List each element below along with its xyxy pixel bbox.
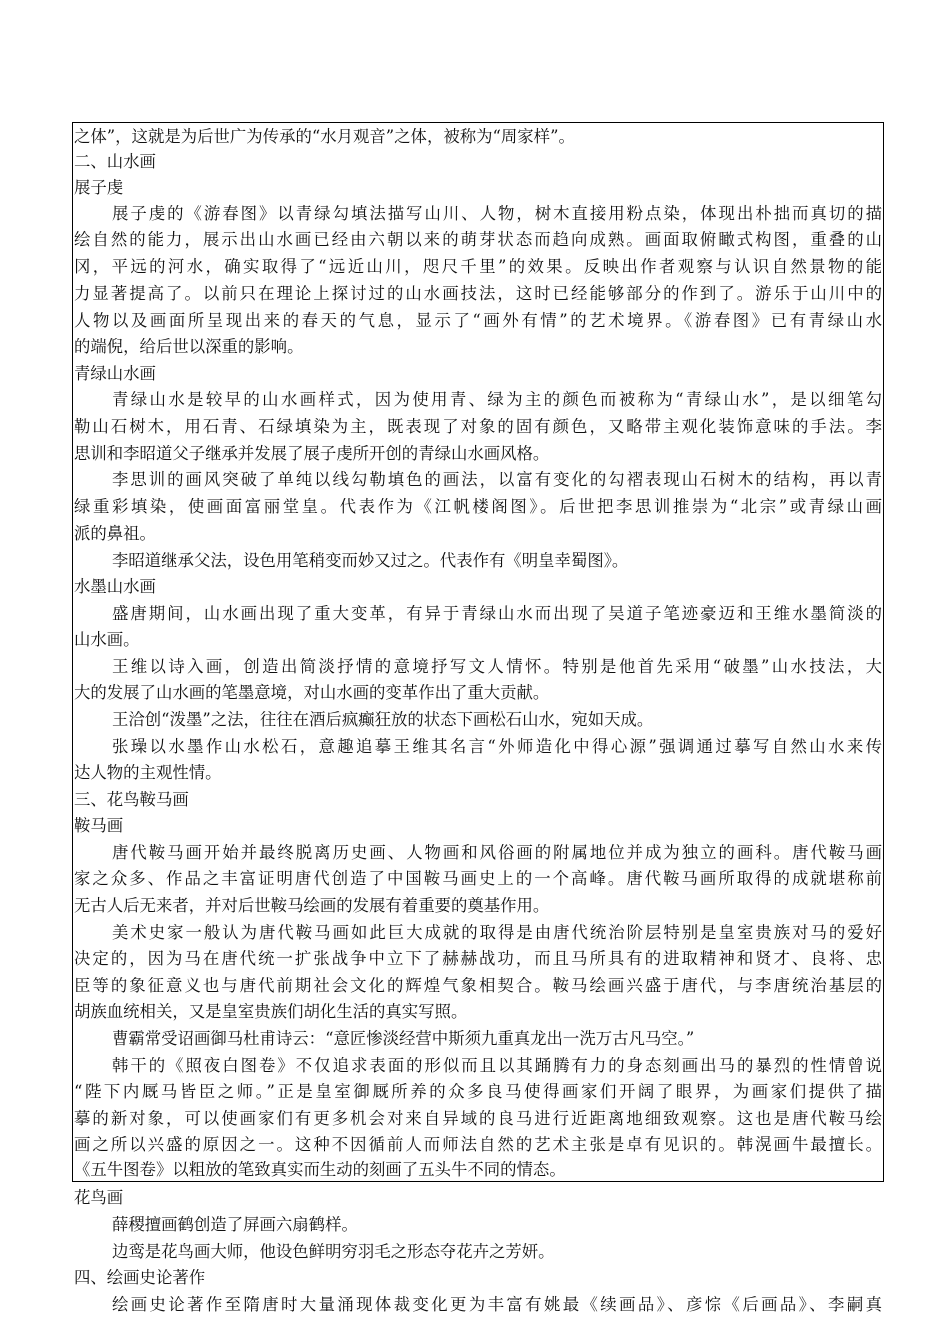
text-line: 李思训的画风突破了单纯以线勾勒填色的画法，以富有变化的勾褶表现山石树木的结构，再以青 bbox=[112, 470, 882, 489]
text-line: 薛稷擅画鹤创造了屏画六扇鹤样。 bbox=[112, 1215, 358, 1234]
subsection-heading: 水墨山水画 bbox=[74, 577, 156, 596]
text-line: 的端倪，给后世以深重的影响。 bbox=[74, 337, 304, 356]
text-line: 人物以及画面所呈现出来的春天的气息，显示了“画外有情”的艺术境界。《游春图》已有青绿山水 bbox=[74, 311, 882, 330]
text-line: 臣等的象征意义也与唐代前期社会文化的辉煌气象相契合。鞍马绘画兴盛于唐代，与李唐统治基层的 bbox=[74, 976, 882, 995]
text-line: 思训和李昭道父子继承并发展了展子虔所开创的青绿山水画风格。 bbox=[74, 444, 550, 463]
text-line: 青绿山水是较早的山水画样式，因为使用青、绿为主的颜色而被称为“青绿山水”，是以细笔勾 bbox=[112, 390, 882, 409]
section-heading: 四、绘画史论著作 bbox=[74, 1268, 206, 1287]
text-line: 盛唐期间，山水画出现了重大变革，有异于青绿山水而出现了吴道子笔迹豪迈和王维水墨简淡的 bbox=[112, 604, 882, 623]
subsection-heading: 展子虔 bbox=[74, 178, 124, 197]
text-line: 胡族血统相关，又是皇室贵族们胡化生活的真实写照。 bbox=[74, 1002, 468, 1021]
subsection-heading: 青绿山水画 bbox=[74, 364, 156, 383]
text-line: 冈，平远的河水，确实取得了“远近山川，咫尺千里”的效果。反映出作者观察与认识自然景物的能 bbox=[74, 257, 882, 276]
text-line: 绿重彩填染，使画面富丽堂皇。代表作为《江帆楼阁图》。后世把李思训推崇为“北宗”或青绿山画 bbox=[74, 497, 882, 516]
text-line: 家之众多、作品之丰富证明唐代创造了中国鞍马画史上的一个高峰。唐代鞍马画所取得的成就堪称前 bbox=[74, 869, 882, 888]
section-heading: 三、花鸟鞍马画 bbox=[74, 790, 189, 809]
text-line: 张璪以水墨作山水松石，意趣追摹王维其名言“外师造化中得心源”强调通过摹写自然山水来传 bbox=[112, 737, 882, 756]
text-line: 唐代鞍马画开始并最终脱离历史画、人物画和风俗画的附属地位并成为独立的画科。唐代鞍马画 bbox=[112, 843, 882, 862]
text-line: 绘自然的能力，展示出山水画已经由六朝以来的萌芽状态而趋向成熟。画面取俯瞰式构图，重叠的山 bbox=[74, 230, 882, 249]
text-line: 大的发展了山水画的笔墨意境，对山水画的变革作出了重大贡献。 bbox=[74, 683, 550, 702]
text-line: 边鸾是花鸟画大师，他设色鲜明穷羽毛之形态夺花卉之芳妍。 bbox=[112, 1242, 555, 1261]
text-line: 摹的新对象，可以使画家们有更多机会对来自异域的良马进行近距离地细致观察。这也是唐代鞍马绘 bbox=[74, 1109, 882, 1128]
text-line: 李昭道继承父法，设色用笔稍变而妙又过之。代表作有《明皇幸蜀图》。 bbox=[112, 551, 629, 570]
text-line: 决定的，因为马在唐代统一扩张战争中立下了赫赫战功，而且马所具有的进取精神和贤才、良将、忠 bbox=[74, 949, 882, 968]
section-heading: 二、山水画 bbox=[74, 152, 156, 171]
text-line: 曹霸常受诏画御马杜甫诗云：“意匠惨淡经营中斯须九重真龙出一洗万古凡马空。” bbox=[112, 1029, 695, 1048]
text-line: 展子虔的《游春图》以青绿勾填法描写山川、人物，树木直接用粉点染，体现出朴拙而真切的描 bbox=[112, 204, 882, 223]
text-line: 达人物的主观性情。 bbox=[74, 763, 222, 782]
text-line: 力显著提高了。以前只在理论上探讨过的山水画技法，这时已经能够部分的作到了。游乐于山川中的 bbox=[74, 284, 882, 303]
text-line: 美术史家一般认为唐代鞍马画如此巨大成就的取得是由唐代统治阶层特别是皇室贵族对马的爱好 bbox=[112, 923, 882, 942]
text-line: 画之所以兴盛的原因之一。这种不因循前人而师法自然的艺术主张是卓有见识的。韩滉画牛最擅长。 bbox=[74, 1135, 882, 1154]
text-line: 王洽创“泼墨”之法，往往在酒后疯癫狂放的状态下画松石山水，宛如天成。 bbox=[112, 710, 654, 729]
text-line: 之体”，这就是为后世广为传承的“水月观音”之体，被称为“周家样”。 bbox=[74, 127, 575, 146]
text-line: 勒山石树木，用石青、石绿填染为主，既表现了对象的固有颜色，又略带主观化装饰意味的手法。李 bbox=[74, 417, 882, 436]
subsection-heading: 花鸟画 bbox=[74, 1188, 124, 1207]
text-line: 《五牛图卷》以粗放的笔致真实而生动的刻画了五头牛不同的情态。 bbox=[74, 1160, 566, 1179]
subsection-heading: 鞍马画 bbox=[74, 816, 124, 835]
text-line: 韩干的《照夜白图卷》不仅追求表面的形似而且以其踊腾有力的身态刻画出马的暴烈的性情曾说 bbox=[112, 1056, 882, 1075]
text-line: 绘画史论著作至隋唐时大量涌现体裁变化更为丰富有姚最《续画品》、彦悰《后画品》、李嗣真 bbox=[112, 1295, 882, 1314]
text-line: 王维以诗入画，创造出简淡抒情的意境抒写文人情怀。特别是他首先采用“破墨”山水技法，大 bbox=[112, 657, 882, 676]
text-line: “陛下内厩马皆臣之师。”正是皇室御厩所养的众多良马使得画家们开阔了眼界，为画家们提供了描 bbox=[74, 1082, 882, 1101]
text-line: 派的鼻祖。 bbox=[74, 524, 156, 543]
text-line: 山水画。 bbox=[74, 630, 140, 649]
text-line: 无古人后无来者，并对后世鞍马绘画的发展有着重要的奠基作用。 bbox=[74, 896, 550, 915]
